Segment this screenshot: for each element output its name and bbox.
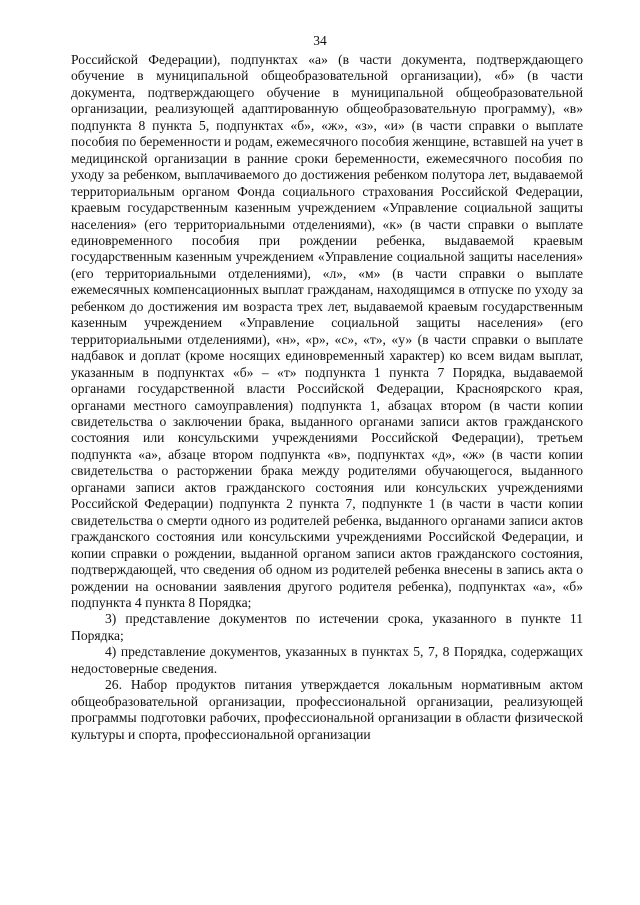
paragraph-item-3: 3) представление документов по истечении срока, указанного в пункте 11 Порядка; (71, 611, 583, 643)
paragraph-continuation: Российской Федерации), подпунктах «а» (в части документа, подтверждающего обучение в муниципальной общеобразовательной организации), «б» (в части документа, подтверждающего обучение в муниципальной общеобразовательной организации, реализующей адаптированную общеобразовательную программу), «в» подпункта 8 пункта 5, подпунктах «б», «ж», «з», «и» (в части справки о выплате пособия по беременности и родам, ежемесячного пособия женщине, вставшей на учет в медицинской организации в ранние сроки беременности, ежемесячного пособия по уходу за ребенком, выплачиваемого до достижения ребенком полутора лет, выдаваемой территориальным органом Фонда социального страхования Российской Федерации, краевым государственным казенным учреждением «Управление социальной защиты населения» (его территориальными отделениями), «к» (в части справки о выплате единовременного пособия при рождении ребенка, выдаваемой краевым государственным казенным учреждением «Управление социальной защиты населения» (его территориальными отделениями), «л», «м» (в части справки о выплате ежемесячных компенсационных выплат гражданам, находящимся в отпуске по уходу за ребенком до достижения им возраста трех лет, выдаваемой краевым государственным казенным учреждением «Управление социальной защиты населения» (его территориальными отделениями), «н», «р», «с», «т», «у» (в части справки о выплате надбавок и доплат (кроме носящих единовременный характер) ко всем видам выплат, указанным в подпунктах «б» – «т» подпункта 1 пункта 7 Порядка, выдаваемой органами государственной власти Российской Федерации, Красноярского края, органами местного самоуправления) подпункта 1, абзацах втором (в части копии свидетельства о заключении брака, выданного органами записи актов гражданского состояния или консульскими учреждениями Российской Федерации), третьем подпункта «а», абзаце втором подпункта «в», подпунктах «д», «ж» (в части копии свидетельства о расторжении брака между родителями обучающегося, выданного органами записи актов гражданского состояния или консульских учреждениями Российской Федерации) подпункта 2 пункта 7, подпункте 1 (в части в части копии свидетельства о смерти одного из родителей ребенка, выданного органами записи актов гражданского состояния или консульскими учреждениями Российской Федерации, и копии справки о рождении, выданной органом записи актов гражданского состояния, подтверждающей, что сведения об одном из родителей ребенка внесены в запись акта о рождении на основании заявления другого родителя ребенка), подпунктах «а», «б» подпункта 4 пункта 8 Порядка; (71, 52, 583, 610)
document-body (71, 52, 583, 743)
page-number: 34 (313, 33, 327, 48)
paragraph-item-4: 4) представление документов, указанных в пунктах 5, 7, 8 Порядка, содержащих недостоверные сведения. (71, 644, 583, 676)
paragraph-item-26: 26. Набор продуктов питания утверждается локальным нормативным актом общеобразовательной организации, профессиональной организации, реализующей программы подготовки рабочих, профессиональной организации в области физической культуры и спорта, профессиональной организации (71, 677, 583, 742)
